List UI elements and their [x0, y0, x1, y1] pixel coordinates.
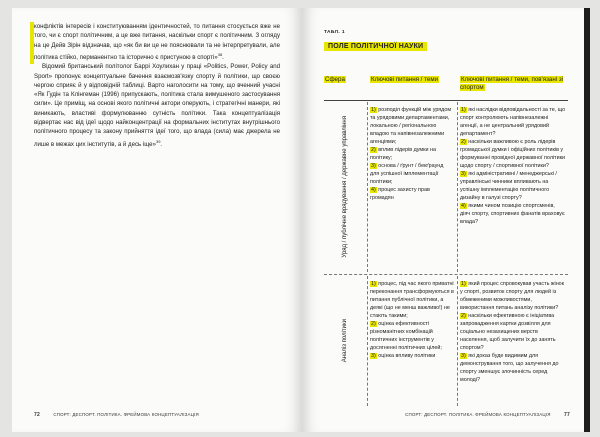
column-header: Ключові питання / теми: [371, 76, 439, 83]
row-label: Уряд / публічне врядування / державне управління: [342, 116, 349, 258]
table-row: [324, 102, 568, 272]
table-label: ТАБЛ. 1: [324, 30, 345, 35]
header-rule: [324, 100, 568, 101]
right-page: [302, 8, 584, 432]
running-title: СПОРТ: ДЕСПОРТ. ПОЛІТИКА. ФРЕЙМОВА КОНЦЕПТУАЛІЗАЦІЯ: [405, 412, 551, 417]
table-row: [324, 276, 568, 406]
column-divider: [367, 102, 368, 272]
column-divider: [457, 102, 458, 272]
sport-topics-cell: 1) який процес спровокував участь жінок у спорті, розвиток спорту для людей із обмеженими можливостями, використання питань аналізу політики? 2) наскільки ефективною є ініціатива запровадження картки дозвілля для соціально незахищених верств населення, щоб залучити їх до занять спортом? 3) які доказ буде видимим для демонстрування того, що залучення до спорту зменшує злочинність серед молоді?: [460, 281, 565, 383]
left-page: [12, 8, 302, 432]
page-number: 72: [34, 412, 40, 418]
left-folio: [34, 412, 199, 418]
row-label: Аналіз політики: [342, 319, 349, 363]
left-text-column: [34, 22, 280, 149]
paragraph: Відомий британський політолог Баррі Хоулихан у праці «Politics, Power, Policy and Sport» пропонує концептуальне бачення взаємозв'язку спорту й політики, що своєю чергою сприяє й у відповідній таблиці. Варто наголосити на тому, що вченний учасні «Як Гудін та Клінгеман (1996) припускають, політика стала вимушеного застосування сили». Це приміщ, на основі якого політичні актори оперують, і стратегічні манери, які виникають, властиві формулюванню сутність політики. Така концептуалізація відвертає нас від ідеї щодо найконцентрації на формальних інститутах внутрішнього політичного процесу та закону прийняття ідеї того, що влада (сила) має джерела не лише в межах цих інститутів, а й десь іще»$^{39}$.: [34, 63, 280, 148]
running-title: СПОРТ: ДЕСПОРТ. ПОЛІТИКА. ФРЕЙМОВА КОНЦЕПТУАЛІЗАЦІЯ: [53, 412, 199, 417]
column-header: Сфера: [325, 76, 345, 83]
book-edge: [584, 8, 590, 432]
topics-cell: 1) розподіл функцій між урядом та урядовими департаментами, локальною / регіональною владою та напівнезалежними агенціями; 2) вплив лідерів думки на політику; 3) основа / ґрунт / бекґраунд для успішної імплементації політики; 4) процес захисту прав громадян: [370, 107, 452, 201]
sport-topics-cell: 1) які наслідки відповідальності за те, що спорт контролюють напівнезалежні агенції, а не центральний урядовий департамент? 2) наскільки важливою є роль лідерів громадської думки і офіційних політиків у формуванні провідної державної політики щодо спорту / спортивної політики? 3) які адміністративні / менеджерські / управлінські чинники впливають на успішну імплементацію політичного дизайну в галузі спорту? 4) якими чином позицію спортсменів, діяч спорту, спортивних фанатів враховує влада?: [460, 107, 566, 225]
paragraph: конфліктів інтересів і конституюванням ідентичностей, то питання стосується вже не того, чи є спорт політичним, а це вже питання, наскільки спорт є політичним. З огляду на це Дейв Зірін відзначав, що «як би ви це не пояснювали та не інтерпретували, але політика стійко, перманентно та історично є пристуною в спорті»$^{38}$.: [34, 23, 280, 61]
table-header: [324, 30, 566, 53]
row-divider: [324, 274, 568, 275]
right-folio: [405, 412, 570, 418]
column-divider: [457, 276, 458, 406]
open-book: [12, 8, 590, 432]
column-header: Ключові питання / теми, пов'язані зі спортом: [460, 76, 564, 91]
topics-cell: 1) процес, під час якого приватні переконання трансформуються в питання публічної політики, а деякі (що не менш важливо!) не стають такими; 2) оцінка ефективності різноманітних комбінацій політичних інструментів у досягненні політичних цілей; 3) оцінка впливу політики: [370, 281, 454, 359]
column-divider: [367, 276, 368, 406]
page-number: 77: [564, 412, 570, 418]
table-title: ПОЛЕ ПОЛІТИЧНОЇ НАУКИ: [324, 42, 427, 51]
